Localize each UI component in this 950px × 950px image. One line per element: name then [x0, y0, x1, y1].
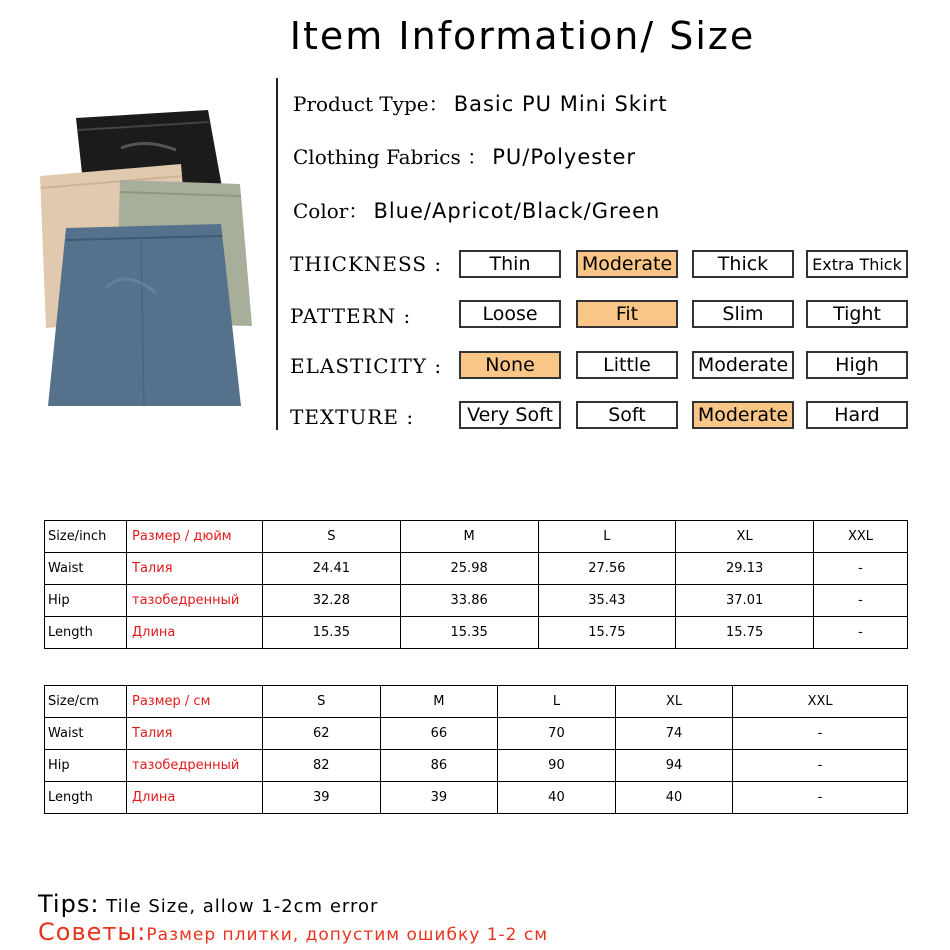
table-cell: Waist [45, 553, 127, 585]
table-header-row [45, 521, 908, 553]
table-cell: Size/inch [45, 521, 127, 553]
table-cell: 39 [263, 782, 381, 814]
thickness-option-thin: Thin [459, 250, 561, 278]
pattern-option-loose: Loose [459, 300, 561, 328]
table-cell: 24.41 [263, 553, 401, 585]
texture-option-soft: Soft [576, 401, 678, 429]
table-cell: 15.75 [538, 617, 676, 649]
table-row [45, 617, 908, 649]
table-cell: 40 [615, 782, 733, 814]
table-cell: L [538, 521, 676, 553]
skirt-product-image [16, 88, 268, 418]
elasticity-label: ELASTICITY : [290, 354, 443, 378]
table-cell: 33.86 [400, 585, 538, 617]
table-cell: 82 [263, 750, 381, 782]
table-cell: Hip [45, 585, 127, 617]
texture-label: TEXTURE : [290, 405, 415, 429]
table-cell: 27.56 [538, 553, 676, 585]
table-cell: тазобедренный [127, 585, 263, 617]
thickness-option-extra-thick: Extra Thick [806, 250, 908, 278]
table-cell: - [814, 585, 908, 617]
fabrics-value: PU/Polyester [492, 145, 637, 169]
elasticity-option-moderate: Moderate [692, 351, 794, 379]
table-cell: Waist [45, 718, 127, 750]
texture-option-moderate: Moderate [692, 401, 794, 429]
product-type-label: Product Type： [293, 92, 449, 116]
tips-label: Tips: [38, 890, 100, 918]
divider-line [276, 78, 278, 430]
table-cell: 74 [615, 718, 733, 750]
table-cell: тазобедренный [127, 750, 263, 782]
color-value: Blue/Apricot/Black/Green [373, 199, 661, 223]
table-cell: Размер / дюйм [127, 521, 263, 553]
table-cell: 40 [498, 782, 616, 814]
thickness-option-moderate: Moderate [576, 250, 678, 278]
table-cell: 90 [498, 750, 616, 782]
pattern-option-slim: Slim [692, 300, 794, 328]
table-cell: 37.01 [676, 585, 814, 617]
table-cell: Длина [127, 782, 263, 814]
table-cell: 15.75 [676, 617, 814, 649]
color-label: Color： [293, 199, 369, 223]
tips-note-russian [38, 918, 548, 946]
color-row [293, 195, 660, 224]
elasticity-option-none: None [459, 351, 561, 379]
tips-ru-text: Размер плитки, допустим ошибку 1-2 см [146, 925, 549, 945]
elasticity-option-high: High [806, 351, 908, 379]
table-cell: 70 [498, 718, 616, 750]
tips-note [38, 890, 378, 918]
table-cell: 66 [380, 718, 498, 750]
table-cell: XXL [733, 686, 908, 718]
table-cell: - [733, 750, 908, 782]
table-cell: S [263, 521, 401, 553]
table-cell: Талия [127, 553, 263, 585]
table-cell: M [400, 521, 538, 553]
table-cell: Размер / см [127, 686, 263, 718]
table-row [45, 553, 908, 585]
product-type-row [293, 88, 668, 117]
table-cell: M [380, 686, 498, 718]
table-cell: Длина [127, 617, 263, 649]
page-title: Item Information/ Size [289, 14, 756, 58]
fabrics-row [293, 141, 636, 170]
texture-option-very-soft: Very Soft [459, 401, 561, 429]
table-cell: 39 [380, 782, 498, 814]
fabrics-label: Clothing Fabrics ： [293, 145, 488, 169]
tips-text: Tile Size, allow 1-2cm error [99, 896, 379, 917]
table-header-row [45, 686, 908, 718]
table-cell: Length [45, 617, 127, 649]
table-cell: Hip [45, 750, 127, 782]
table-cell: Length [45, 782, 127, 814]
table-row [45, 782, 908, 814]
blue-skirt-shape [48, 224, 241, 406]
table-cell: - [814, 553, 908, 585]
table-cell: S [263, 686, 381, 718]
table-cell: XL [615, 686, 733, 718]
table-row [45, 718, 908, 750]
table-cell: 15.35 [263, 617, 401, 649]
table-cell: 62 [263, 718, 381, 750]
table-row [45, 585, 908, 617]
table-cell: XXL [814, 521, 908, 553]
table-cell: XL [676, 521, 814, 553]
table-cell: 94 [615, 750, 733, 782]
table-cell: 86 [380, 750, 498, 782]
table-row [45, 750, 908, 782]
pattern-option-fit: Fit [576, 300, 678, 328]
thickness-label: THICKNESS : [290, 252, 443, 276]
elasticity-option-little: Little [576, 351, 678, 379]
size-table-cm [44, 685, 908, 814]
pattern-option-tight: Tight [806, 300, 908, 328]
tips-ru-label: Советы: [38, 918, 147, 946]
table-cell: 15.35 [400, 617, 538, 649]
pattern-label: PATTERN : [290, 304, 412, 328]
table-cell: 29.13 [676, 553, 814, 585]
table-cell: 35.43 [538, 585, 676, 617]
thickness-option-thick: Thick [692, 250, 794, 278]
size-table-inch [44, 520, 908, 649]
table-cell: - [733, 782, 908, 814]
table-cell: Талия [127, 718, 263, 750]
product-type-value: Basic PU Mini Skirt [453, 92, 668, 116]
table-cell: Size/cm [45, 686, 127, 718]
table-cell: L [498, 686, 616, 718]
table-cell: - [814, 617, 908, 649]
texture-option-hard: Hard [806, 401, 908, 429]
table-cell: 32.28 [263, 585, 401, 617]
table-cell: - [733, 718, 908, 750]
table-cell: 25.98 [400, 553, 538, 585]
